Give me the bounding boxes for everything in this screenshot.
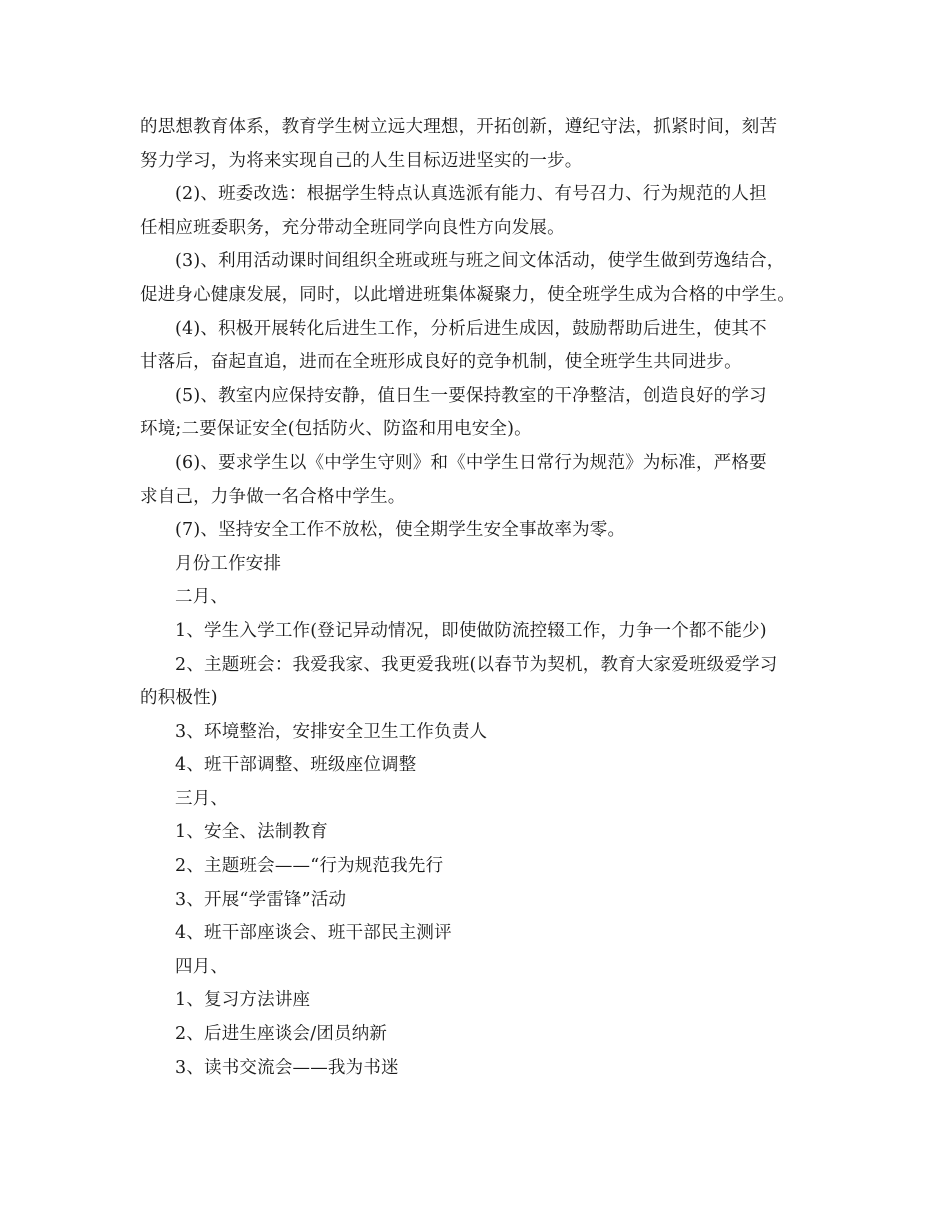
paragraph <box>140 649 816 716</box>
paragraph <box>140 1018 816 1052</box>
text-line: 2、主题班会——“行为规范我先行 <box>175 856 444 877</box>
paragraph <box>140 615 816 649</box>
paragraph <box>140 951 816 985</box>
text-line: (7)、坚持安全工作不放松，使全期学生安全事故率为零。 <box>175 520 626 541</box>
paragraph <box>140 178 816 245</box>
text-line: 1、安全、法制教育 <box>175 822 328 843</box>
text-line: 二月、 <box>175 587 229 608</box>
paragraph <box>140 749 816 783</box>
text-line: 的积极性) <box>140 688 218 709</box>
text-line: 4、班干部调整、班级座位调整 <box>175 755 417 776</box>
paragraph <box>140 548 816 582</box>
document-body <box>140 111 816 1085</box>
text-line: 4、班干部座谈会、班干部民主测评 <box>175 923 452 944</box>
text-line: (6)、要求学生以《中学生守则》和《中学生日常行为规范》为标准，严格要 <box>175 452 767 473</box>
text-line: (4)、积极开展转化后进生工作，分析后进生成因，鼓励帮助后进生，使其不 <box>175 318 767 339</box>
text-line: 环境;二要保证安全(包括防火、防盗和用电安全)。 <box>140 419 532 440</box>
text-line: 月份工作安排 <box>175 553 282 574</box>
paragraph <box>140 816 816 850</box>
text-line: 1、复习方法讲座 <box>175 990 311 1011</box>
paragraph <box>140 716 816 750</box>
paragraph <box>140 850 816 884</box>
paragraph <box>140 1052 816 1086</box>
text-line: 任相应班委职务，充分带动全班同学向良性方向发展。 <box>140 217 565 238</box>
text-line: 求自己，力争做一名合格中学生。 <box>140 486 406 507</box>
text-line: 甘落后，奋起直追，进而在全班形成良好的竞争机制，使全班学生共同进步。 <box>140 352 742 373</box>
paragraph <box>140 984 816 1018</box>
text-line: (5)、教室内应保持安静，值日生一要保持教室的干净整洁，创造良好的学习 <box>175 385 767 406</box>
text-line: (3)、利用活动课时间组织全班或班与班之间文体活动，使学生做到劳逸结合， <box>175 251 785 272</box>
paragraph <box>140 245 816 312</box>
text-line: 1、学生入学工作(登记异动情况，即使做防流控辍工作，力争一个都不能少) <box>175 620 767 641</box>
text-line: 3、环境整治，安排安全卫生工作负责人 <box>175 721 488 742</box>
paragraph <box>140 917 816 951</box>
paragraph <box>140 380 816 447</box>
text-line: (2)、班委改选：根据学生特点认真选派有能力、有号召力、行为规范的人担 <box>175 184 767 205</box>
paragraph <box>140 447 816 514</box>
text-line: 三月、 <box>175 788 229 809</box>
text-line: 3、读书交流会——我为书迷 <box>175 1057 399 1078</box>
text-line: 努力学习，为将来实现自己的人生目标迈进坚实的一步。 <box>140 150 583 171</box>
paragraph <box>140 111 816 178</box>
text-line: 2、主题班会：我爱我家、我更爱我班(以春节为契机，教育大家爱班级爱学习 <box>175 654 778 675</box>
paragraph <box>140 313 816 380</box>
text-line: 促进身心健康发展，同时，以此增进班集体凝聚力，使全班学生成为合格的中学生。 <box>140 284 795 305</box>
text-line: 3、开展“学雷锋”活动 <box>175 889 347 910</box>
paragraph <box>140 884 816 918</box>
text-line: 四月、 <box>175 956 229 977</box>
paragraph <box>140 514 816 548</box>
text-line: 的思想教育体系，教育学生树立远大理想，开拓创新，遵纪守法，抓紧时间，刻苦 <box>140 117 778 137</box>
paragraph <box>140 783 816 817</box>
text-line: 2、后进生座谈会/团员纳新 <box>175 1024 388 1045</box>
paragraph <box>140 581 816 615</box>
